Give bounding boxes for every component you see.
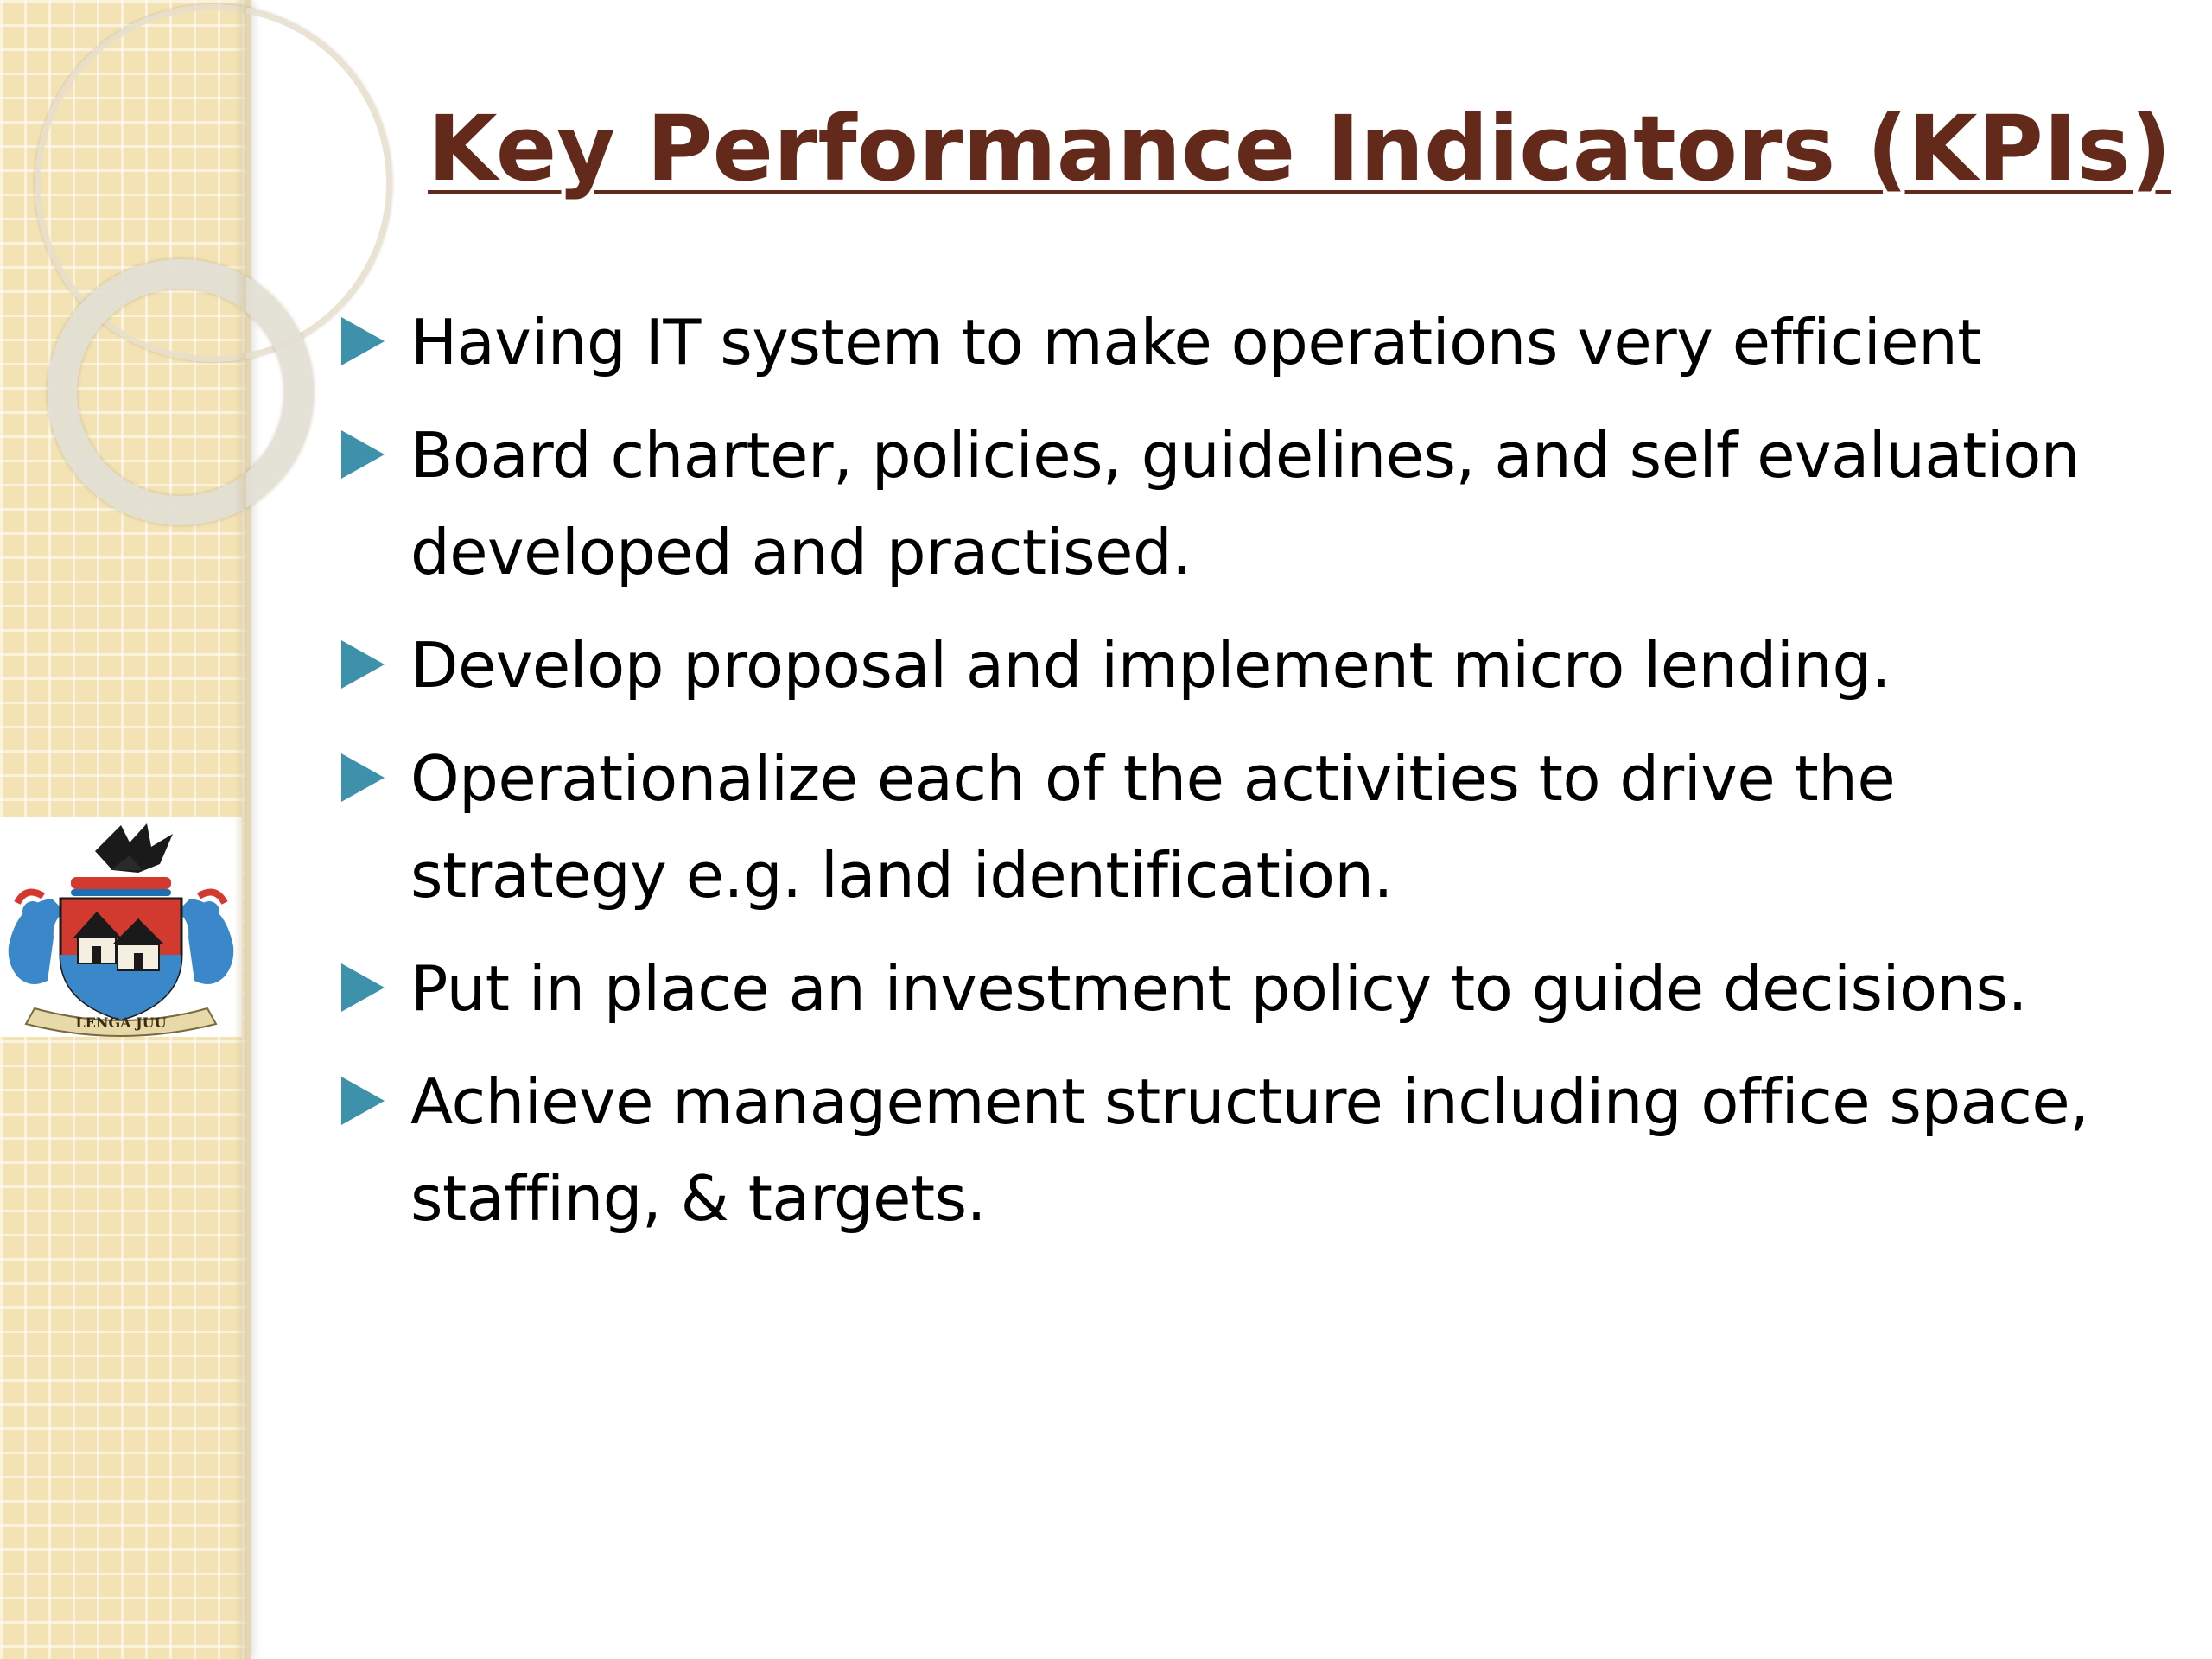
emblem-motto: LENGA JUU <box>75 1014 167 1031</box>
triangle-right-icon <box>341 963 385 1012</box>
kpi-bullet-item <box>341 940 2156 1037</box>
triangle-right-icon <box>341 753 385 802</box>
triangle-right-icon <box>341 317 385 365</box>
kpi-bullet-list <box>341 294 2156 1263</box>
slide-title: Key Performance Indicators (KPIs) <box>428 96 2171 201</box>
kpi-bullet-item <box>341 617 2156 714</box>
triangle-right-icon <box>341 640 385 689</box>
kpi-bullet-text: Operationalize each of the activities to drive the strategy e.g. land identification. <box>410 742 1896 912</box>
kpi-bullet-text: Achieve management structure including office space, staffing, & targets. <box>410 1065 2089 1235</box>
triangle-right-icon <box>341 1077 385 1125</box>
decorative-side-band <box>0 0 251 1659</box>
kpi-bullet-item <box>341 294 2156 391</box>
kpi-bullet-text: Put in place an investment policy to guide decisions. <box>410 952 2028 1025</box>
decorative-ring-large <box>35 4 392 362</box>
kpi-bullet-text: Develop proposal and implement micro lending. <box>410 629 1891 702</box>
decorative-ring-small <box>48 259 314 525</box>
triangle-right-icon <box>341 430 385 479</box>
kpi-bullet-item <box>341 730 2156 924</box>
kpi-bullet-item <box>341 407 2156 601</box>
coat-of-arms-emblem <box>0 817 242 1037</box>
kpi-bullet-text: Having IT system to make operations very efficient <box>410 306 1981 378</box>
kpi-bullet-text: Board charter, policies, guidelines, and self evaluation developed and practised. <box>410 419 2080 588</box>
kpi-bullet-item <box>341 1053 2156 1247</box>
